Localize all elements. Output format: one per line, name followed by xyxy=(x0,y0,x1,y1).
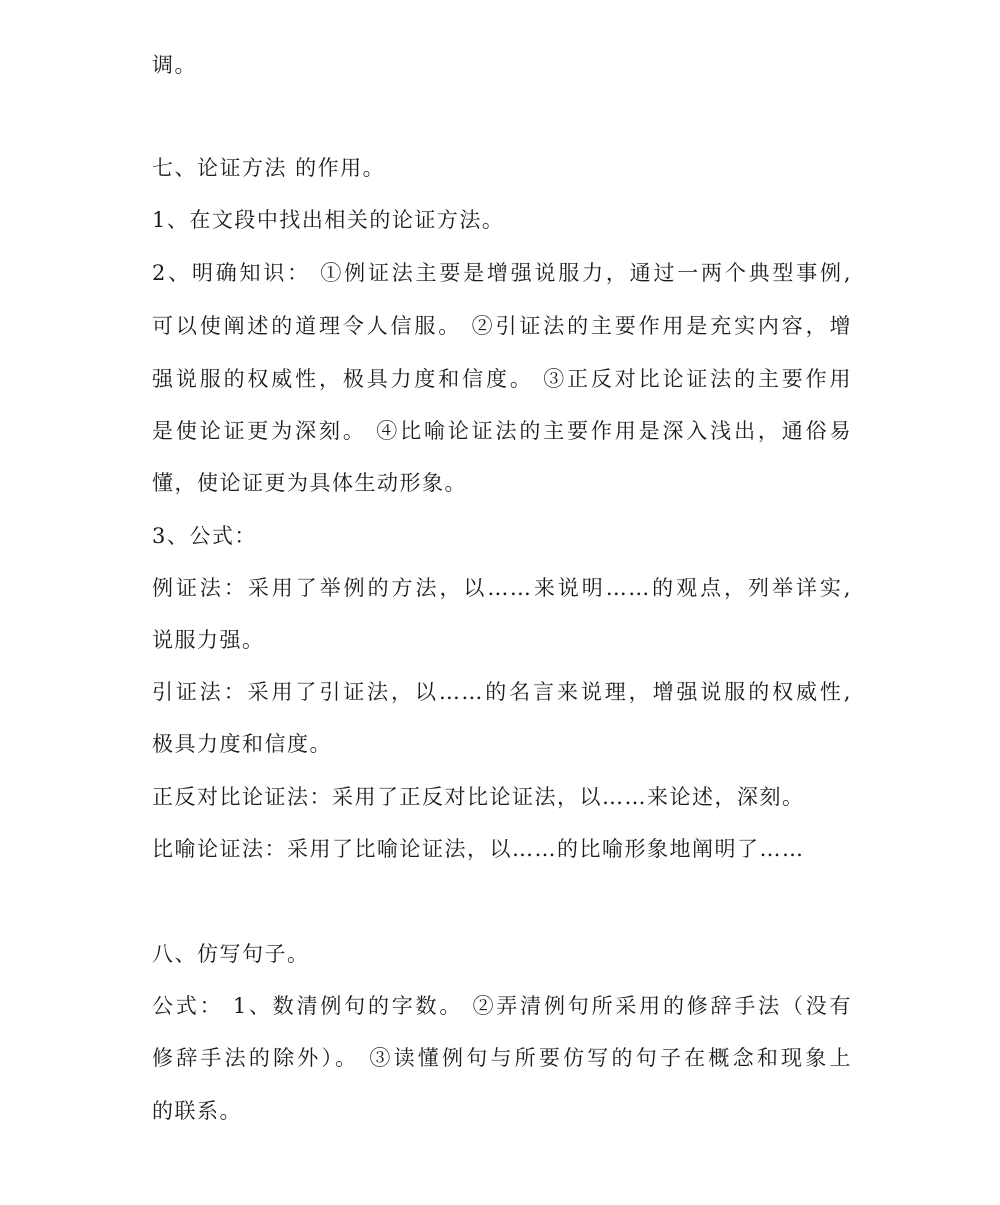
formula-quote-line-1: 引证法：采用了引证法，以……的名言来说理，增强说服的权威性, xyxy=(152,680,852,704)
item-one: 1、在文段中找出相关的论证方法。 xyxy=(152,208,505,232)
imitation-formula-line-3: 的联系。 xyxy=(152,1099,242,1123)
item-two-line-2: 可以使阐述的道理令人信服。 ②引证法的主要作用是充实内容，增 xyxy=(152,314,852,338)
formula-metaphor: 比喻论证法：采用了比喻论证法，以……的比喻形象地阐明了…… xyxy=(152,837,805,861)
formula-example-line-2: 说服力强。 xyxy=(152,628,265,652)
formula-contrast: 正反对比论证法：采用了正反对比论证法，以……来论述，深刻。 xyxy=(152,785,805,809)
item-two-line-5: 懂，使论证更为具体生动形象。 xyxy=(152,471,467,495)
item-three-heading: 3、公式： xyxy=(152,524,257,548)
imitation-formula-line-1: 公式： 1、数清例句的字数。 ②弄清例句所采用的修辞手法（没有 xyxy=(152,994,852,1018)
section-heading-eight: 八、仿写句子。 xyxy=(152,942,310,966)
item-two-line-1: 2、明确知识： ①例证法主要是增强说服力，通过一两个典型事例, xyxy=(152,261,852,285)
section-heading-seven: 七、论证方法 的作用。 xyxy=(152,156,386,180)
formula-example-line-1: 例证法：采用了举例的方法，以……来说明……的观点，列举详实, xyxy=(152,576,852,600)
item-two-line-3: 强说服的权威性，极具力度和信度。 ③正反对比论证法的主要作用 xyxy=(152,367,852,391)
formula-quote-line-2: 极具力度和信度。 xyxy=(152,732,332,756)
item-two-line-4: 是使论证更为深刻。 ④比喻论证法的主要作用是深入浅出，通俗易 xyxy=(152,419,852,443)
imitation-formula-line-2: 修辞手法的除外）。 ③读懂例句与所要仿写的句子在概念和现象上 xyxy=(152,1046,852,1070)
text-line-continuation: 调。 xyxy=(152,53,197,77)
